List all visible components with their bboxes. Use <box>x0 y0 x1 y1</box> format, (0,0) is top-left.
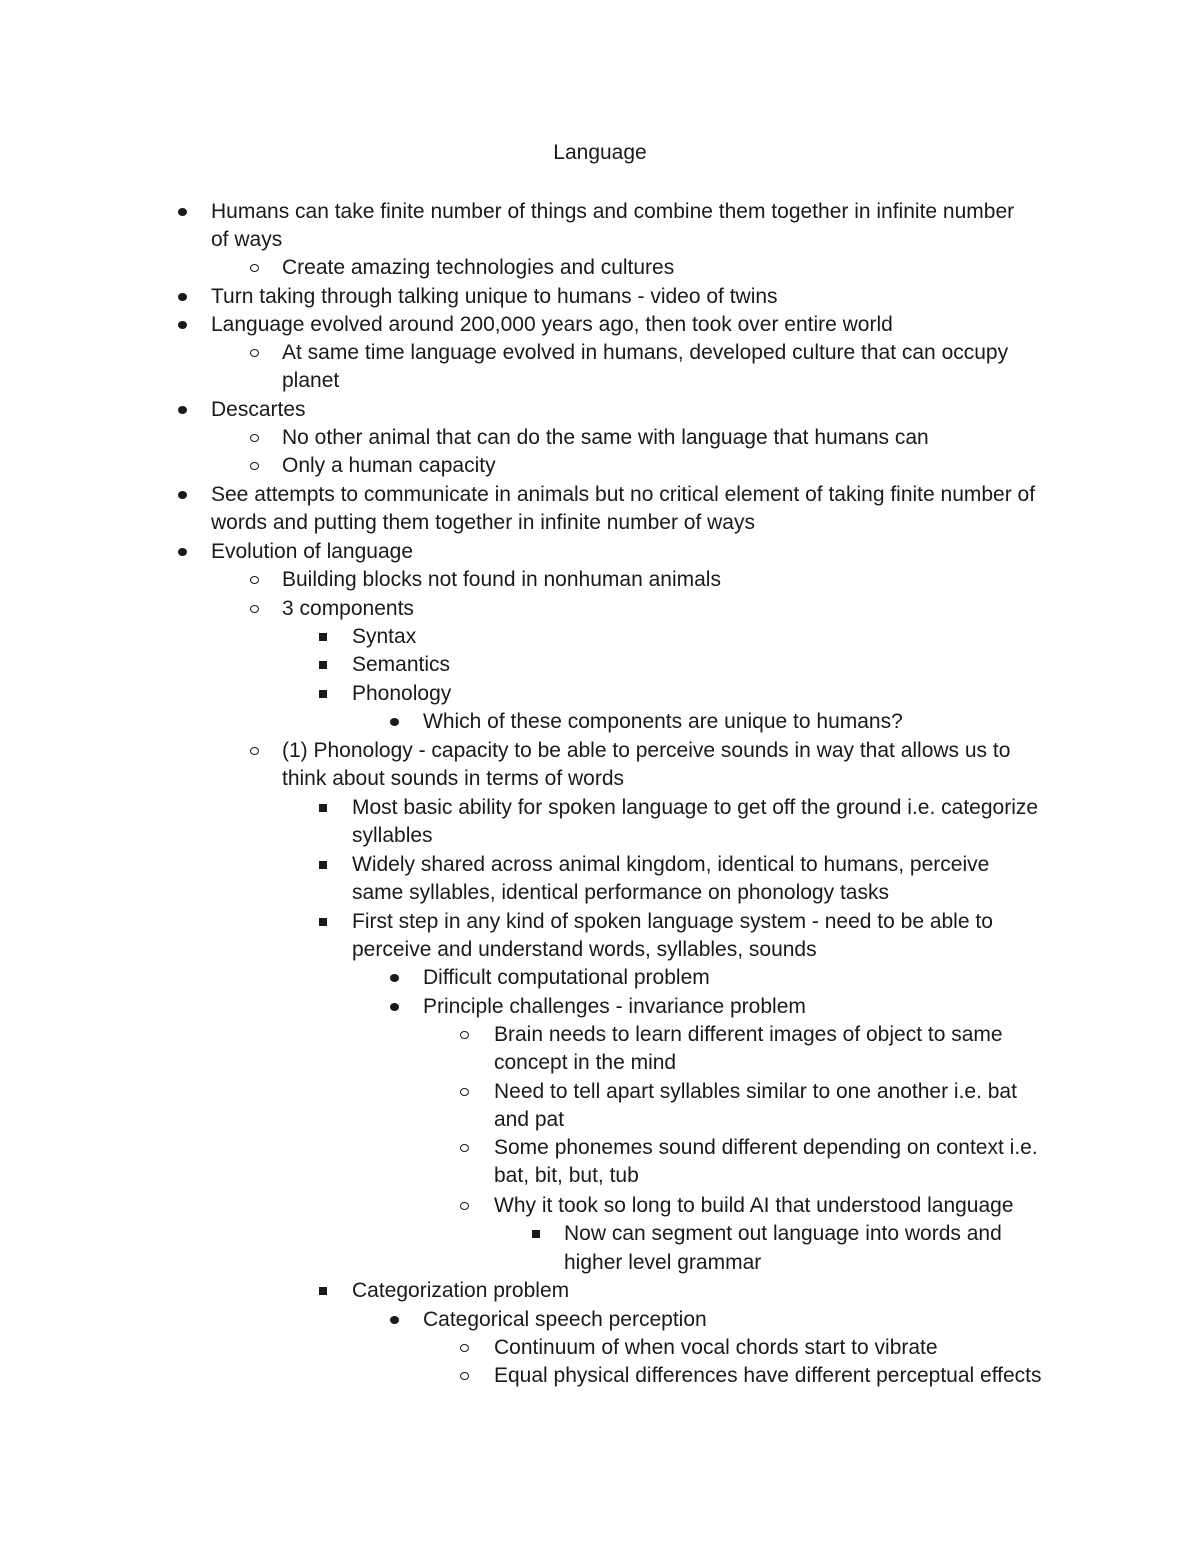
circle-bullet <box>460 1344 469 1352</box>
list-item: See attempts to communicate in animals but no critical element of taking finite number of <box>211 483 1036 506</box>
disc-bullet <box>390 718 399 726</box>
list-item-continuation: of ways <box>211 228 283 251</box>
circle-bullet <box>460 1031 469 1039</box>
list-item: Most basic ability for spoken language to get off the ground i.e. categorize <box>352 796 1039 819</box>
list-item-continuation: higher level grammar <box>564 1251 762 1274</box>
list-item: At same time language evolved in humans, developed culture that can occupy <box>282 341 1009 364</box>
square-bullet <box>319 661 327 669</box>
circle-bullet <box>250 462 259 470</box>
list-item-continuation: concept in the mind <box>494 1051 677 1074</box>
list-item: Create amazing technologies and cultures <box>282 256 675 279</box>
list-item-continuation: planet <box>282 369 340 392</box>
list-item: Principle challenges - invariance problem <box>423 995 806 1018</box>
disc-bullet <box>390 1316 399 1324</box>
circle-bullet <box>460 1372 469 1380</box>
list-item: Continuum of when vocal chords start to vibrate <box>494 1336 938 1359</box>
list-item: Now can segment out language into words and <box>564 1222 1002 1245</box>
list-item-continuation: perceive and understand words, syllables, sounds <box>352 938 817 961</box>
list-item-continuation: words and putting them together in infinite number of ways <box>211 511 755 534</box>
list-item-continuation: think about sounds in terms of words <box>282 767 625 790</box>
disc-bullet <box>178 491 187 499</box>
circle-bullet <box>250 264 259 272</box>
list-item: Syntax <box>352 625 417 648</box>
list-item: Why it took so long to build AI that understood language <box>494 1194 1014 1217</box>
list-item: Some phonemes sound different depending on context i.e. <box>494 1136 1038 1159</box>
disc-bullet <box>178 321 187 329</box>
list-item: 3 components <box>282 597 414 620</box>
square-bullet <box>319 633 327 641</box>
disc-bullet <box>178 208 187 216</box>
list-item-continuation: same syllables, identical performance on phonology tasks <box>352 881 889 904</box>
square-bullet <box>319 1287 327 1295</box>
circle-bullet <box>460 1202 469 1210</box>
list-item: Which of these components are unique to humans? <box>423 710 903 733</box>
circle-bullet <box>250 434 259 442</box>
circle-bullet <box>250 576 259 584</box>
list-item: No other animal that can do the same with language that humans can <box>282 426 929 449</box>
list-item: Phonology <box>352 682 452 705</box>
disc-bullet <box>178 293 187 301</box>
square-bullet <box>319 861 327 869</box>
circle-bullet <box>460 1144 469 1152</box>
list-item: Widely shared across animal kingdom, identical to humans, perceive <box>352 853 990 876</box>
list-item: Evolution of language <box>211 540 413 563</box>
disc-bullet <box>178 548 187 556</box>
list-item: Descartes <box>211 398 306 421</box>
circle-bullet <box>250 605 259 613</box>
disc-bullet <box>390 1003 399 1011</box>
list-item: Semantics <box>352 653 451 676</box>
list-item: Categorization problem <box>352 1279 570 1302</box>
list-item: Need to tell apart syllables similar to one another i.e. bat <box>494 1080 1017 1103</box>
list-item-continuation: bat, bit, but, tub <box>494 1164 639 1187</box>
circle-bullet <box>250 747 259 755</box>
list-item-continuation: and pat <box>494 1108 565 1131</box>
list-item: Only a human capacity <box>282 454 496 477</box>
list-item: Equal physical differences have different perceptual effects <box>494 1364 1042 1387</box>
list-item: Brain needs to learn different images of object to same <box>494 1023 1003 1046</box>
square-bullet <box>319 690 327 698</box>
list-item: Turn taking through talking unique to humans - video of twins <box>211 285 778 308</box>
list-item: (1) Phonology - capacity to be able to perceive sounds in way that allows us to <box>282 739 1011 762</box>
list-item-continuation: syllables <box>352 824 433 847</box>
circle-bullet <box>460 1088 469 1096</box>
square-bullet <box>319 918 327 926</box>
circle-bullet <box>250 349 259 357</box>
square-bullet <box>319 804 327 812</box>
page-title: Language <box>553 141 647 164</box>
list-item: Language evolved around 200,000 years ago, then took over entire world <box>211 313 893 336</box>
list-item: Difficult computational problem <box>423 966 710 989</box>
list-item: Building blocks not found in nonhuman animals <box>282 568 721 591</box>
disc-bullet <box>178 406 187 414</box>
list-item: Categorical speech perception <box>423 1308 707 1331</box>
list-item: Humans can take finite number of things and combine them together in infinite number <box>211 200 1015 223</box>
square-bullet <box>532 1230 540 1238</box>
disc-bullet <box>390 974 399 982</box>
list-item: First step in any kind of spoken language system - need to be able to <box>352 910 993 933</box>
